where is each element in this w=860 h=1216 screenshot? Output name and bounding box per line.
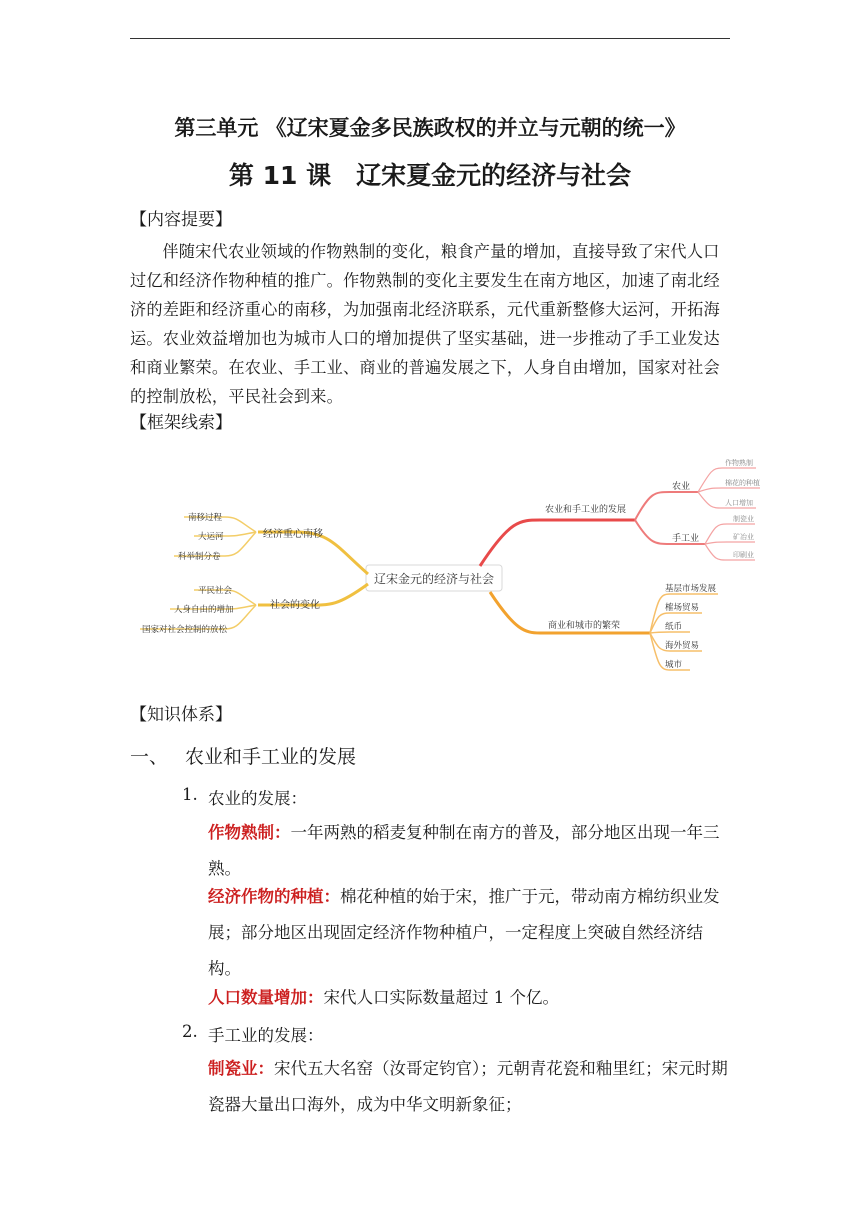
mindmap-node-commerce-city: 商业和城市的繁荣 bbox=[548, 621, 621, 631]
entry-term: 人口数量增加： bbox=[208, 988, 324, 1007]
summary-paragraph: 伴随宋代农业领域的作物熟制的变化，粮食产量的增加，直接导致了宋代人口过亿和经济作物种植的推广。作物熟制的变化主要发生在南方地区，加速了南北经济的差距和经济重心的南移，为加强南北经济联系，元代重新整修大运河，开拓海运。农业效益增加也为城市人口的增加提供了坚实基础，进一步推动了手工业发达和商业繁荣。在农业、手工业、商业的普遍发展之下，人身自由增加，国家对社会的控制放松，平民社会到来。 bbox=[130, 242, 720, 406]
item-title: 农业的发展： bbox=[208, 789, 307, 808]
entry-text: 宋代人口实际数量超过 1 个亿。 bbox=[323, 988, 559, 1007]
subbranch bbox=[698, 488, 760, 492]
mindmap-leaf: 印刷业 bbox=[733, 551, 754, 559]
knowledge-entry bbox=[208, 879, 732, 987]
framework-mindmap bbox=[130, 450, 770, 690]
mindmap-node-handicraft: 手工业 bbox=[672, 534, 700, 544]
mindmap-leaf: 榷场贸易 bbox=[665, 603, 700, 613]
mindmap-leaf: 纸币 bbox=[665, 622, 683, 632]
heading-title: 农业和手工业的发展 bbox=[185, 746, 357, 768]
entry-text: 棉花种植的始于宋，推广于元，带动南方棉纺织业发展；部分地区出现固定经济作物种植户，一定程度上突破自然经济结构。 bbox=[208, 887, 720, 978]
mindmap-leaf: 矿冶业 bbox=[733, 533, 754, 541]
mindmap-node-agri-handicraft: 农业和手工业的发展 bbox=[545, 505, 627, 515]
section-label-framework: 【框架线索】 bbox=[130, 413, 232, 433]
mindmap-leaf: 人身自由的增加 bbox=[174, 605, 234, 615]
heading-number: 一、 bbox=[130, 746, 169, 768]
knowledge-entry bbox=[208, 815, 732, 887]
mindmap-leaf: 科举制分卷 bbox=[178, 552, 221, 562]
section-label-knowledge: 【知识体系】 bbox=[130, 705, 232, 725]
knowledge-heading-1 bbox=[130, 742, 356, 769]
subbranch bbox=[635, 492, 698, 520]
branch-right-top bbox=[480, 520, 635, 566]
mindmap-leaf: 作物熟制 bbox=[725, 459, 753, 467]
subbranch bbox=[650, 632, 690, 633]
entry-term: 经济作物的种植： bbox=[208, 887, 340, 906]
mindmap-leaf: 制瓷业 bbox=[733, 515, 754, 523]
mindmap-leaf: 城市 bbox=[665, 660, 683, 670]
mindmap-leaf: 国家对社会控制的放松 bbox=[142, 625, 228, 635]
subbranch bbox=[705, 542, 755, 544]
unit-title: 第三单元 《辽宋夏金多民族政权的并立与元朝的统一》 bbox=[174, 116, 686, 140]
mindmap-leaf: 人口增加 bbox=[725, 499, 753, 507]
lesson-title: 第 11 课 辽宋夏金元的经济与社会 bbox=[228, 161, 632, 190]
item-title: 手工业的发展： bbox=[208, 1026, 324, 1045]
mindmap-leaf: 棉花的种植 bbox=[725, 479, 760, 487]
mindmap-leaf: 平民社会 bbox=[198, 586, 233, 596]
mindmap-node-social-change: 社会的变化 bbox=[270, 600, 320, 611]
mindmap-leaf: 南移过程 bbox=[188, 513, 223, 523]
entry-term: 作物熟制： bbox=[208, 823, 291, 842]
entry-text: 宋代五大名窑（汝哥定钧官）；元朝青花瓷和釉里红；宋元时期瓷器大量出口海外，成为中华文明新象征； bbox=[208, 1059, 728, 1114]
mindmap-leaf: 海外贸易 bbox=[665, 641, 700, 651]
knowledge-entry bbox=[208, 1051, 732, 1123]
knowledge-entry bbox=[208, 980, 732, 1016]
mindmap-center-label: 辽宋金元的经济与社会 bbox=[373, 572, 495, 586]
mindmap-node-economic-shift: 经济重心南移 bbox=[263, 529, 323, 540]
item-number: 1. bbox=[182, 785, 198, 804]
entry-text: 一年两熟的稻麦复种制在南方的普及，部分地区出现一年三熟。 bbox=[208, 823, 720, 878]
header-rule bbox=[130, 38, 730, 39]
section-label-summary: 【内容提要】 bbox=[130, 210, 232, 230]
mindmap-leaf: 基层市场发展 bbox=[665, 584, 717, 594]
mindmap-node-agriculture: 农业 bbox=[672, 482, 691, 492]
mindmap-leaf: 大运河 bbox=[198, 532, 224, 542]
item-number: 2. bbox=[182, 1022, 198, 1041]
entry-term: 制瓷业： bbox=[208, 1059, 274, 1078]
